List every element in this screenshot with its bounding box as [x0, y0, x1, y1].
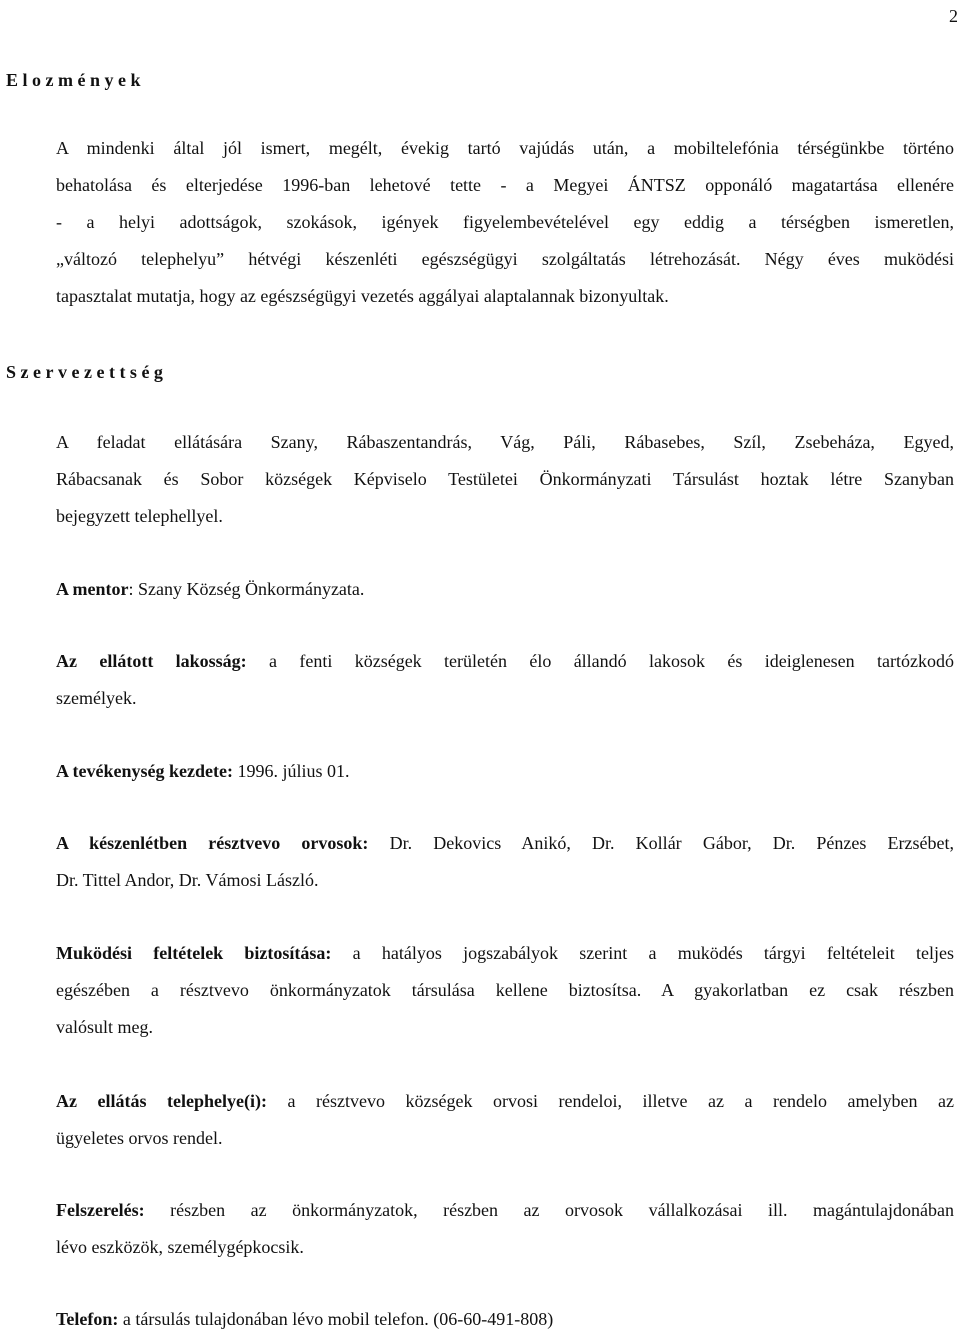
- paragraph-line: bejegyzett telephellyel.: [56, 506, 223, 526]
- orvosok-paragraph: [56, 825, 954, 899]
- telephely-paragraph: [56, 1083, 954, 1157]
- telephely-label: Az ellátás telephelye(i):: [56, 1091, 267, 1111]
- kezdet-value: 1996. július 01.: [232, 761, 350, 781]
- paragraph-line: [56, 643, 954, 680]
- paragraph-line: A feladat ellátására Szany, Rábaszentandrás, Vág, Páli, Rábasebes, Szíl, Zsebeháza, Egyed,: [56, 432, 954, 452]
- paragraph-line: [56, 571, 954, 608]
- kezdet-paragraph: [56, 753, 954, 790]
- paragraph-line: [56, 825, 954, 862]
- mentor-label: A mentor: [56, 579, 129, 599]
- telefon-paragraph: [56, 1301, 954, 1338]
- feltetelek-paragraph: [56, 935, 954, 1046]
- paragraph-line: [56, 753, 954, 790]
- elozmenyek-paragraph: [56, 130, 954, 315]
- szervezettseg-intro-paragraph: [56, 424, 954, 535]
- lakossag-paragraph: [56, 643, 954, 717]
- paragraph-line: Rábacsanak és Sobor községek Képviselo Testületei Önkormányzati Társulást hoztak létre Szanyban: [56, 469, 954, 489]
- section-heading-elozmenyek: Elozmények: [6, 70, 145, 90]
- paragraph-line: [56, 1192, 954, 1229]
- felszereles-label: Felszerelés:: [56, 1200, 145, 1220]
- page-number: 2: [949, 6, 958, 26]
- paragraph-line: „változó telephelyu” hétvégi készenléti egészségügyi szolgáltatás létrehozását. Négy éves muködési: [56, 249, 954, 269]
- felszereles-paragraph: [56, 1192, 954, 1266]
- paragraph-line: - a helyi adottságok, szokások, igények figyelembevételével egy eddig a térségben ismeretlen,: [56, 212, 954, 232]
- paragraph-line: tapasztalat mutatja, hogy az egészségügyi vezetés aggályai alaptalannak bizonyultak.: [56, 286, 669, 306]
- lakossag-text: a fenti községek területén élo állandó lakosok és ideiglenesen tartózkodó: [246, 651, 955, 671]
- feltetelek-label: Muködési feltételek biztosítása:: [56, 943, 332, 963]
- lakossag-label: Az ellátott lakosság:: [56, 651, 247, 671]
- kezdet-label: A tevékenység kezdete:: [56, 761, 233, 781]
- paragraph-line: A mindenki által jól ismert, megélt, évekig tartó vajúdás után, a mobiltelefónia térségünkbe történo: [56, 138, 954, 158]
- paragraph-line: személyek.: [56, 688, 137, 708]
- paragraph-line: [56, 1301, 954, 1338]
- paragraph-line: behatolása és elterjedése 1996-ban lehetové tette - a Megyei ÁNTSZ opponáló magatartása ellenére: [56, 175, 954, 195]
- telefon-value: a társulás tulajdonában lévo mobil telefon. (06-60-491-808): [118, 1309, 554, 1329]
- paragraph-line: ügyeletes orvos rendel.: [56, 1128, 223, 1148]
- paragraph-line: egészében a résztvevo önkormányzatok társulása kellene biztosítsa. A gyakorlatban ez csak részben: [56, 980, 954, 1000]
- mentor-value: : Szany Község Önkormányzata.: [128, 579, 365, 599]
- paragraph-line: Dr. Tittel Andor, Dr. Vámosi László.: [56, 870, 319, 890]
- feltetelek-text: a hatályos jogszabályok szerint a muködés tárgyi feltételeit teljes: [331, 943, 954, 963]
- orvosok-label: A készenlétben résztvevo orvosok:: [56, 833, 369, 853]
- paragraph-line: lévo eszközök, személygépkocsik.: [56, 1237, 304, 1257]
- felszereles-text: részben az önkormányzatok, részben az orvosok vállalkozásai ill. magántulajdonában: [144, 1200, 954, 1220]
- telefon-label: Telefon:: [56, 1309, 119, 1329]
- mentor-paragraph: [56, 571, 954, 608]
- telephely-text: a résztvevo községek orvosi rendeloi, illetve az a rendelo amelyben az: [266, 1091, 954, 1111]
- orvosok-text: Dr. Dekovics Anikó, Dr. Kollár Gábor, Dr. Pénzes Erzsébet,: [368, 833, 954, 853]
- section-heading-szervezettseg: Szervezettség: [6, 362, 168, 382]
- paragraph-line: [56, 935, 954, 972]
- paragraph-line: valósult meg.: [56, 1017, 153, 1037]
- paragraph-line: [56, 1083, 954, 1120]
